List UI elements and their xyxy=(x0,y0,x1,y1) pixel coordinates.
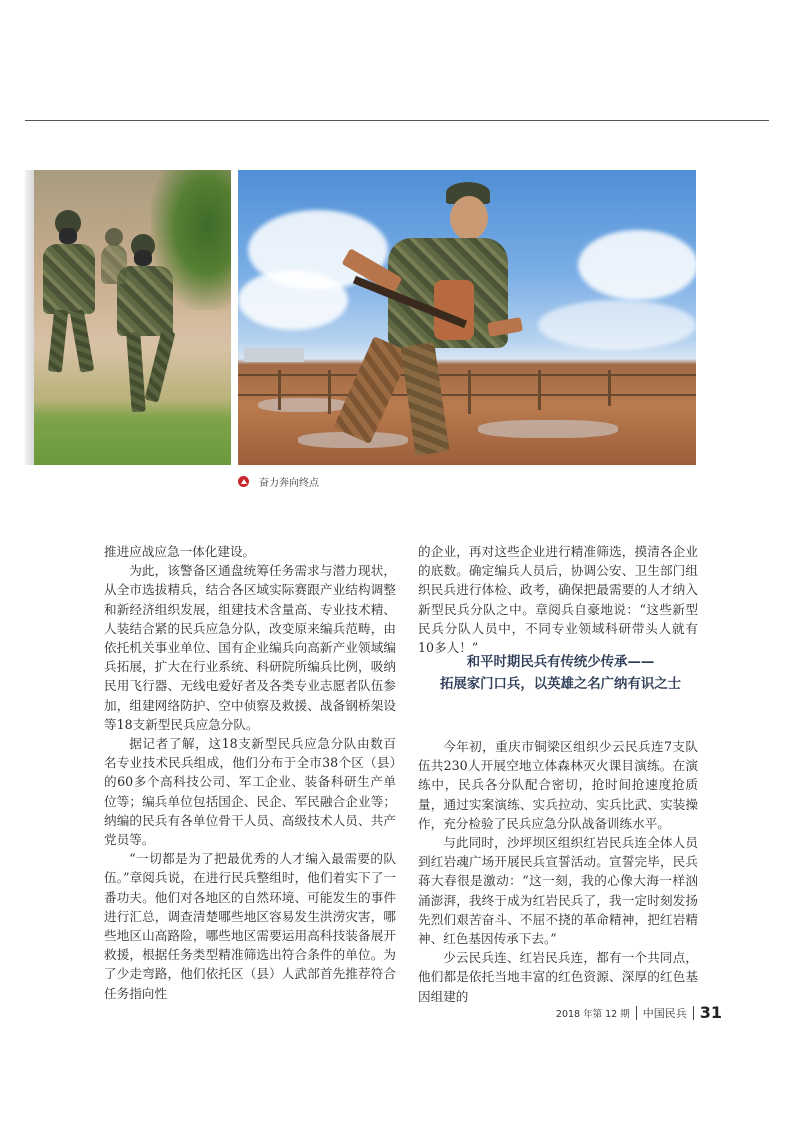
cloud xyxy=(538,300,696,350)
paragraph: 推进应战应急一体化建设。 xyxy=(104,544,256,559)
paragraph: 与此同时，沙坪坝区组织红岩民兵连全体人员到红岩魂广场开展民兵宣誓活动。宣誓完毕，民兵蒋大春很是激动：“这一刻，我的心像大海一样汹涌澎湃，我终于成为红岩民兵了，我一定时刻发扬先烈们艰苦奋斗、不屈不挠的革命精神，把红岩精神、红色基因传承下去。” xyxy=(418,835,698,947)
fence-post xyxy=(328,370,331,414)
page-footer xyxy=(556,1003,722,1022)
photo-muddy-soldier-running xyxy=(238,170,696,465)
caption-text: 奋力奔向终点 xyxy=(259,478,319,489)
fence-post xyxy=(608,370,611,406)
paragraph: “一切都是为了把最优秀的人才编入最需要的队伍。”章阅兵说，在进行民兵整组时，他们着实下了一番功夫。他们对各地区的自然环境、可能发生的事件进行汇总，调查清楚哪些地区容易发生洪涝灾害，哪些地区山高路险，哪些地区需要运用高科技装备展开救援，根据任务类型精准筛选出符合条件的单位。为了少走弯路，他们依托区（县）人武部首先推荐符合任务指向性 xyxy=(104,851,396,1001)
body-column-left xyxy=(104,542,396,1003)
section-heading xyxy=(418,652,703,696)
mud-puddle xyxy=(258,398,348,412)
soldier-leg xyxy=(70,309,95,372)
gas-mask xyxy=(59,228,77,244)
gas-mask xyxy=(134,250,152,266)
issue-label: 2018 年第 12 期 xyxy=(555,1008,630,1020)
body-column-right-bottom xyxy=(418,737,698,1006)
paragraph: 少云民兵连、红岩民兵连，都有一个共同点，他们都是依托当地丰富的红色资源、深厚的红色基因组建的 xyxy=(418,950,698,1004)
soldier-leg xyxy=(126,332,146,413)
footer-divider xyxy=(693,1006,694,1020)
soldier-leg xyxy=(48,309,68,372)
footer-divider xyxy=(636,1006,637,1020)
paragraph: 为此，该警备区通盘统筹任务需求与潜力现状，从全市选拔精兵，结合各区域实际赛跟产业结构调整和新经济组织发展，组建技术含量高、专业技术精、人装结合紧的民兵应急分队，改变原来编兵范畴，由依托机关事业单位、国有企业编兵向高新产业领域编兵拓展，扩大在行业系统、科研院所编兵比例，吸纳民用飞行器、无线电爱好者及各类专业志愿者队伍参加，组建网络防护、空中侦察及救援、战备钢桥架设等18支新型民兵应急分队。 xyxy=(104,563,396,732)
photo-caption xyxy=(238,474,319,489)
cloud xyxy=(238,270,348,330)
photo-soldiers-gas-masks xyxy=(25,170,231,465)
fence-post xyxy=(468,370,471,414)
body-column-right-top xyxy=(418,542,698,657)
fence-rail xyxy=(238,394,696,396)
paragraph: 今年初，重庆市铜梁区组织少云民兵连7支队伍共230人开展空地立体森林灭火课目演练。在演练中，民兵各分队配合密切，抢时间抢速度抢质量，通过实案演练、实兵拉动、实兵比武、实装操作，充分检验了民兵应急分队战备训练水平。 xyxy=(418,739,698,831)
section-heading-line1: 和平时期民兵有传统少传承—— xyxy=(466,655,655,670)
soldier-face xyxy=(450,196,488,240)
cloud xyxy=(578,230,696,300)
distant-building xyxy=(244,348,304,362)
header-rule xyxy=(25,120,769,121)
fence-post xyxy=(278,370,281,410)
paragraph: 的企业，再对这些企业进行精准筛选，摸清各企业的底数。确定编兵人员后，协调公安、卫生部门组织民兵进行体检、政考，确保把最需要的人才纳入新型民兵分队之中。章阅兵自豪地说：“这些新型民兵分队人员中，不同专业领域科研带头人就有10多人！” xyxy=(418,544,698,656)
soldier-body xyxy=(43,244,95,314)
fence-rail xyxy=(238,374,696,376)
section-heading-line2: 拓展家门口兵，以英雄之名广纳有识之士 xyxy=(439,677,682,692)
photo-edge-strip xyxy=(25,170,34,465)
mud-puddle xyxy=(478,420,618,438)
magazine-name: 中国民兵 xyxy=(642,1006,687,1020)
soldier-leg xyxy=(333,336,410,444)
triangle-up-icon xyxy=(238,476,249,487)
soldier-body xyxy=(101,244,127,284)
page-number: 31 xyxy=(699,1003,722,1022)
paragraph: 据记者了解，这18支新型民兵应急分队由数百名专业技术民兵组成，他们分布于全市38个区（县）的60多个高科技公司、军工企业、装备科研生产单位等；编兵单位包括国企、民企、军民融合企业等；纳编的民兵有各单位骨干人员、高级技术人员、共产党员等。 xyxy=(104,736,396,848)
fence-post xyxy=(538,370,541,410)
soldier-leg xyxy=(144,329,175,402)
